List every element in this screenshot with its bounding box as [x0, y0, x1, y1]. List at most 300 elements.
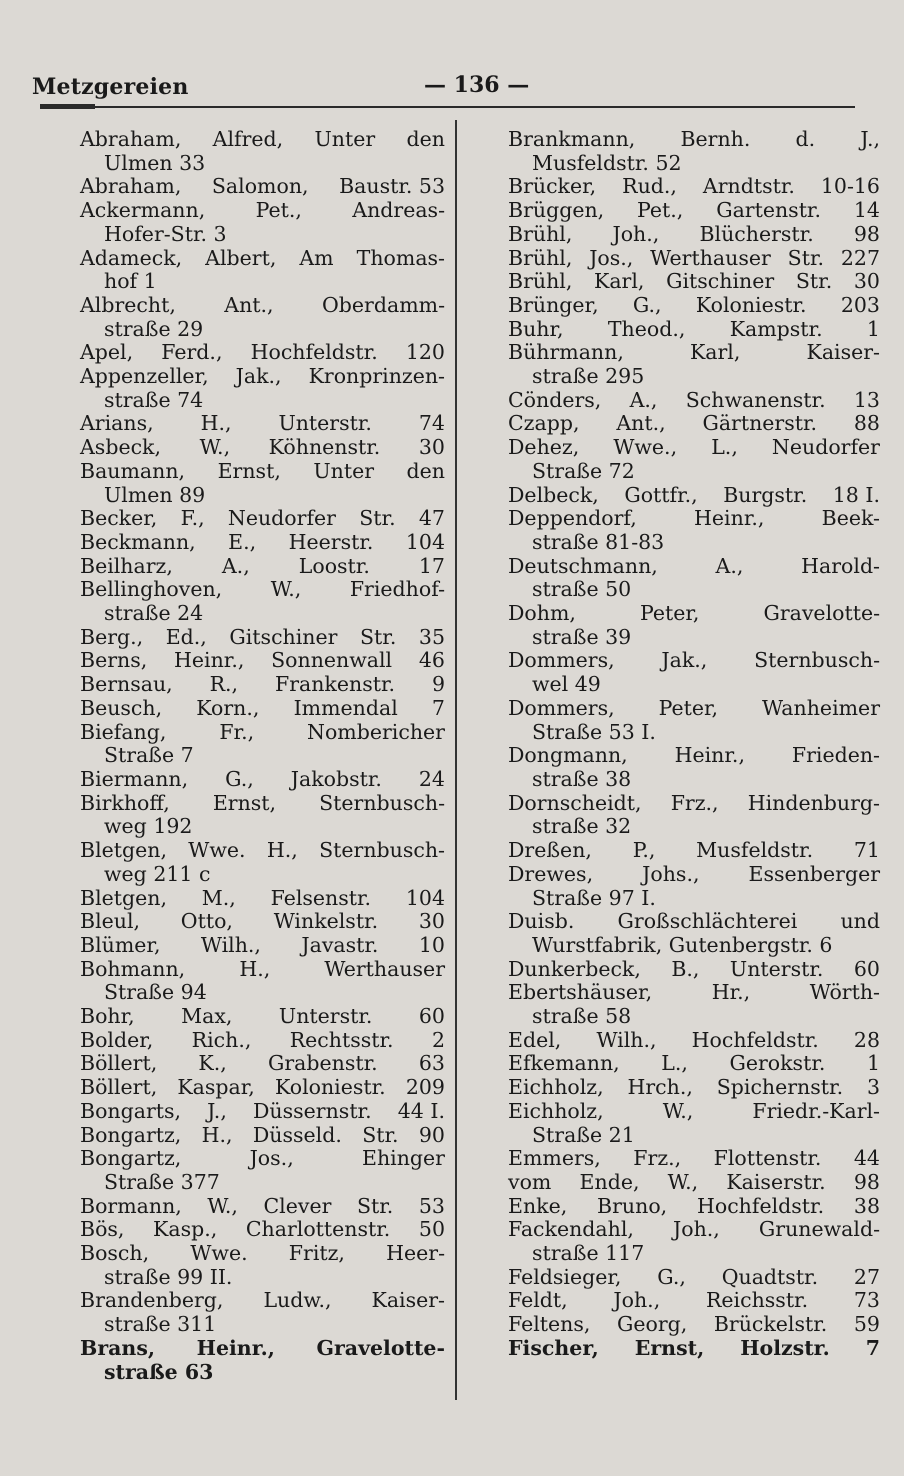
directory-entry — [508, 981, 880, 1028]
entry-line — [508, 1289, 880, 1313]
entry-word: Wilh., — [596, 1027, 657, 1052]
entry-word: Biefang, — [80, 719, 167, 744]
entry-line — [80, 1195, 445, 1219]
entry-word: 74 — [418, 411, 445, 436]
directory-entry — [508, 247, 880, 271]
entry-word: Georg, — [616, 1312, 688, 1337]
entry-word: Brüggen, — [508, 198, 605, 223]
entry-word: Heinr., — [674, 743, 745, 768]
entry-word: Kaiser- — [806, 340, 880, 365]
entry-word: 27 — [853, 1264, 880, 1289]
entry-continuation: straße 295 — [532, 364, 645, 389]
entry-word: Hrch., — [627, 1075, 693, 1100]
entry-word: Cönders, — [508, 387, 602, 412]
entry-word: Joh., — [613, 1288, 661, 1313]
directory-entry — [508, 863, 880, 910]
entry-word: Frieden- — [791, 743, 880, 768]
directory-entry — [80, 768, 445, 792]
entry-word: Nombericher — [307, 719, 445, 744]
entry-line — [508, 1100, 880, 1124]
entry-word: Spichernstr. — [716, 1075, 844, 1100]
entry-word: Dommers, — [508, 695, 615, 720]
entry-word: Neudorfer — [771, 435, 880, 460]
entry-word: Feldt, — [508, 1288, 568, 1313]
entry-word: Deutschmann, — [508, 553, 658, 578]
entry-word: Bongartz, — [80, 1122, 182, 1147]
entry-word: Jos., — [589, 245, 634, 270]
entry-word: 73 — [853, 1288, 880, 1313]
entry-word: Asbeck, — [80, 435, 161, 460]
entry-word: Beek- — [821, 506, 880, 531]
entry-word: Deppendorf, — [508, 506, 637, 531]
entry-word: Ende, — [579, 1169, 640, 1194]
entry-line — [80, 507, 445, 531]
entry-word: Hindenburg- — [747, 790, 880, 815]
entry-continuation: straße 311 — [104, 1312, 217, 1337]
entry-word: Bellinghoven, — [80, 577, 223, 602]
entry-word: Oberdamm- — [321, 292, 445, 317]
entry-word: Böllert, — [80, 1075, 158, 1100]
entry-word: den — [406, 458, 445, 483]
entry-word: Beilharz, — [80, 553, 173, 578]
entry-line — [80, 768, 445, 792]
entry-continuation: straße 32 — [532, 814, 632, 839]
entry-word: Pet., — [637, 198, 684, 223]
entry-word: Schwanenstr. — [685, 387, 826, 412]
entry-continuation: straße 99 II. — [104, 1264, 233, 1289]
entry-word: Feldsieger, — [508, 1264, 622, 1289]
entry-word: Bührmann, — [508, 340, 624, 365]
entry-line — [80, 1242, 445, 1266]
entry-word: Clever — [263, 1193, 332, 1218]
entry-word: Joh., — [673, 1217, 720, 1242]
entry-word: Felsenstr. — [270, 885, 372, 910]
entry-word: Jak., — [235, 364, 282, 389]
directory-entry — [80, 365, 445, 412]
directory-entry — [508, 389, 880, 413]
entry-word: Andreas- — [352, 198, 445, 223]
directory-entry — [80, 555, 445, 579]
entry-word: 50 — [418, 1217, 445, 1242]
entry-line — [80, 1005, 445, 1029]
entry-word: L., — [661, 1051, 688, 1076]
entry-continuation: straße 63 — [104, 1359, 214, 1384]
entry-word: Fr., — [219, 719, 255, 744]
entry-word: Wwe. — [188, 838, 246, 863]
entry-word: Am — [299, 245, 334, 270]
entry-word: Werthauser — [650, 245, 771, 270]
entry-word: Peter, — [639, 601, 700, 626]
entry-word: Salomon, — [211, 174, 309, 199]
entry-word: Duisb. — [508, 909, 575, 934]
entry-word: Brandenberg, — [80, 1288, 224, 1313]
directory-entry — [508, 1266, 880, 1290]
entry-line — [508, 1218, 880, 1242]
entry-line — [508, 436, 880, 460]
entry-continuation: wel 49 — [532, 672, 601, 697]
entry-line — [508, 910, 880, 934]
directory-entry — [508, 128, 880, 175]
entry-word: Reichsstr. — [705, 1288, 809, 1313]
entry-word: Brühl, — [508, 269, 573, 294]
entry-continuation: straße 58 — [532, 1004, 632, 1029]
entry-word: Beckmann, — [80, 529, 196, 554]
directory-entry — [80, 247, 445, 294]
directory-entry — [80, 910, 445, 934]
entry-word: Bongartz, — [80, 1146, 182, 1171]
entry-word: 38 — [853, 1193, 880, 1218]
entry-word: Emmers, — [508, 1146, 601, 1171]
entry-line — [80, 839, 445, 863]
entry-word: Theod., — [607, 316, 686, 341]
entry-word: Str. — [356, 1193, 394, 1218]
entry-word: 60 — [853, 956, 880, 981]
directory-entry — [80, 626, 445, 650]
entry-line — [80, 649, 445, 673]
entry-word: Arndtstr. — [702, 174, 795, 199]
entry-line — [80, 1076, 445, 1100]
entry-word: W., — [662, 1098, 694, 1123]
entry-word: Friedhof- — [349, 577, 445, 602]
entry-line — [508, 247, 880, 271]
entry-line — [80, 247, 445, 271]
directory-entry — [80, 1100, 445, 1124]
directory-entry — [80, 1242, 445, 1289]
directory-entry — [80, 412, 445, 436]
entry-word: Bernsau, — [80, 672, 173, 697]
entry-word: Javastr. — [301, 932, 379, 957]
directory-entry — [508, 436, 880, 483]
entry-word: H., — [201, 1122, 233, 1147]
entry-word: 44 I. — [397, 1098, 445, 1123]
entry-continuation: Wurstfabrik, Gutenbergstr. 6 — [532, 932, 833, 957]
entry-word: Bruno, — [597, 1193, 668, 1218]
entry-word: 59 — [853, 1312, 880, 1337]
entry-word: Brücker, — [508, 174, 597, 199]
header-rule — [40, 106, 855, 108]
entry-word: J., — [207, 1098, 227, 1123]
entry-word: A., — [629, 387, 658, 412]
entry-word: J., — [860, 127, 880, 151]
entry-line — [80, 1029, 445, 1053]
entry-word: Str. — [795, 269, 833, 294]
entry-continuation: Ulmen 89 — [104, 482, 206, 507]
entry-word: W., — [270, 577, 302, 602]
directory-entry — [80, 1076, 445, 1100]
entry-word: Bletgen, — [80, 838, 167, 863]
directory-entry — [80, 1029, 445, 1053]
entry-word: Dohm, — [508, 601, 576, 626]
entry-continuation: Hofer-Str. 3 — [104, 221, 227, 246]
entry-line — [508, 1337, 880, 1361]
entry-word: Gerokstr. — [729, 1051, 826, 1076]
column-divider — [455, 120, 457, 1400]
directory-entry — [508, 294, 880, 318]
entry-word: Dehez, — [508, 435, 580, 460]
entry-line — [508, 199, 880, 223]
entry-word: Pet., — [255, 198, 302, 223]
entry-line — [508, 792, 880, 816]
entry-line — [508, 744, 880, 768]
directory-entry — [508, 412, 880, 436]
entry-word: Gitschiner — [229, 624, 338, 649]
entry-word: Sternbusch- — [319, 838, 445, 863]
entry-word: Ludw., — [263, 1288, 332, 1313]
directory-entry — [508, 1289, 880, 1313]
entry-word: R., — [209, 672, 239, 697]
entry-word: W., — [207, 1193, 238, 1218]
entry-word: Sternbusch- — [319, 790, 445, 815]
entry-continuation: hof 1 — [104, 269, 157, 294]
directory-entry — [508, 1052, 880, 1076]
entry-word: 9 — [431, 672, 445, 697]
entry-word: Blücherstr. — [699, 221, 814, 246]
entry-continuation: Straße 7 — [104, 743, 194, 768]
entry-word: F., — [180, 506, 205, 531]
entry-word: Otto, — [180, 909, 233, 934]
entry-word: Flottenstr. — [713, 1146, 822, 1171]
entry-word: Gravelotte- — [316, 1335, 445, 1360]
entry-word: Becker, — [80, 506, 158, 531]
entry-word: 13 — [853, 387, 880, 412]
entry-word: Arians, — [80, 411, 154, 436]
entry-word: Ferd., — [161, 340, 223, 365]
directory-entry — [508, 1076, 880, 1100]
entry-line — [508, 958, 880, 982]
entry-word: 17 — [418, 553, 445, 578]
entry-word: K., — [198, 1051, 227, 1076]
entry-word: 104 — [405, 529, 445, 554]
entry-word: Delbeck, — [508, 482, 599, 507]
directory-entry — [80, 341, 445, 365]
entry-word: Albert, — [205, 245, 277, 270]
entry-word: Kaiserstr. — [726, 1169, 826, 1194]
directory-entry — [508, 649, 880, 696]
entry-word: Johs., — [642, 861, 700, 886]
entry-word: Dreßen, — [508, 838, 592, 863]
entry-line — [80, 294, 445, 318]
entry-word: Essenberger — [748, 861, 880, 886]
entry-word: Harold- — [801, 553, 880, 578]
entry-word: Burgstr. — [723, 482, 808, 507]
entry-word: 24 — [418, 766, 445, 791]
entry-word: Joh., — [612, 221, 660, 246]
entry-word: Ernst, — [634, 1335, 705, 1360]
entry-line — [80, 175, 445, 199]
entry-word: Ernst, — [212, 790, 277, 815]
entry-continuation: straße 24 — [104, 601, 204, 626]
entry-word: Gravelotte- — [763, 601, 880, 626]
directory-entry — [508, 507, 880, 554]
entry-word: L., — [711, 435, 738, 460]
directory-entry — [80, 792, 445, 839]
entry-word: Berg., — [80, 624, 144, 649]
directory-entry — [80, 507, 445, 531]
entry-word: Enke, — [508, 1193, 568, 1218]
entry-line — [508, 484, 880, 508]
entry-line — [80, 673, 445, 697]
entry-line — [80, 1289, 445, 1313]
entry-word: W., — [667, 1169, 699, 1194]
entry-word: Wilh., — [200, 932, 261, 957]
entry-line — [508, 294, 880, 318]
entry-word: Drewes, — [508, 861, 594, 886]
entry-continuation: straße 38 — [532, 766, 632, 791]
entry-word: Karl, — [689, 340, 741, 365]
entry-word: E., — [228, 529, 257, 554]
entry-word: Kronprinzen- — [308, 364, 445, 389]
entry-line — [508, 270, 880, 294]
entry-word: W., — [199, 435, 231, 460]
entry-continuation: straße 81-83 — [532, 529, 665, 554]
directory-entry — [508, 792, 880, 839]
entry-word: Charlottenstr. — [245, 1217, 391, 1242]
directory-entry — [508, 958, 880, 982]
entry-line — [508, 1171, 880, 1195]
entry-line — [80, 1052, 445, 1076]
directory-entry — [508, 910, 880, 957]
entry-word: Unter — [313, 458, 375, 483]
entry-word: H., — [200, 411, 232, 436]
entry-word: Heinr., — [174, 648, 245, 673]
entry-word: Unter — [314, 127, 376, 151]
entry-word: Hochfeldstr. — [691, 1027, 819, 1052]
entry-line — [80, 1100, 445, 1124]
directory-entry — [508, 1218, 880, 1265]
entry-continuation: Straße 94 — [104, 980, 207, 1005]
entry-line — [80, 531, 445, 555]
directory-entry — [80, 697, 445, 721]
entry-word: Berns, — [80, 648, 148, 673]
entry-word: H., — [239, 956, 271, 981]
entry-continuation: weg 192 — [104, 814, 193, 839]
directory-entry — [508, 1100, 880, 1147]
entry-word: Biermann, — [80, 766, 189, 791]
entry-word: H., — [266, 838, 298, 863]
entry-word: Dommers, — [508, 648, 615, 673]
entry-word: 35 — [418, 624, 445, 649]
entry-word: den — [406, 127, 445, 151]
entry-line — [80, 578, 445, 602]
entry-word: Efkemann, — [508, 1051, 620, 1076]
entry-word: Sternbusch- — [754, 648, 880, 673]
entry-line — [508, 1195, 880, 1219]
entry-word: 30 — [853, 269, 880, 294]
entry-line — [508, 389, 880, 413]
entry-word: Adameck, — [80, 245, 183, 270]
entry-line — [80, 1124, 445, 1148]
entry-word: 14 — [853, 198, 880, 223]
entry-word: Heerstr. — [288, 529, 374, 554]
entry-word: Str. — [359, 506, 396, 531]
entry-word: 30 — [418, 435, 445, 460]
entry-word: 3 — [866, 1075, 880, 1100]
entry-word: Heinr., — [196, 1335, 275, 1360]
entry-word: Brühl, — [508, 221, 573, 246]
entry-word: Heinr., — [694, 506, 765, 531]
entry-word: Rud., — [622, 174, 677, 199]
entry-word: Brückelstr. — [713, 1312, 828, 1337]
entry-word: 53 — [418, 1193, 445, 1218]
entry-word: Jos., — [249, 1146, 294, 1171]
entry-word: Brankmann, — [508, 127, 636, 151]
entry-word: 98 — [853, 221, 880, 246]
entry-word: Böllert, — [80, 1051, 158, 1076]
entry-line — [80, 887, 445, 911]
entry-word: vom — [508, 1169, 552, 1194]
entry-word: 88 — [853, 411, 880, 436]
entry-word: Grabenstr. — [267, 1051, 378, 1076]
entry-word: 71 — [853, 838, 880, 863]
entry-line — [508, 507, 880, 531]
directory-entry — [508, 839, 880, 863]
entry-word: 28 — [853, 1027, 880, 1052]
entry-word: Holzstr. — [740, 1335, 830, 1360]
entry-line — [508, 175, 880, 199]
entry-word: G., — [225, 766, 254, 791]
entry-word: Rechtsstr. — [289, 1027, 394, 1052]
entry-line — [80, 412, 445, 436]
entry-word: Beusch, — [80, 695, 163, 720]
entry-word: 120 — [405, 340, 445, 365]
entry-word: Wörth- — [809, 980, 880, 1005]
entry-word: Wwe. — [190, 1241, 248, 1266]
directory-entry — [80, 199, 445, 246]
entry-word: Köhnenstr. — [268, 435, 381, 460]
entry-word: Fischer, — [508, 1335, 599, 1360]
entry-word: Ackermann, — [80, 198, 206, 223]
entry-word: Ernst, — [217, 458, 281, 483]
directory-entry — [508, 697, 880, 744]
entry-continuation: Musfeldstr. 52 — [532, 150, 682, 175]
entry-word: Baumann, — [80, 458, 186, 483]
directory-entry — [508, 1313, 880, 1337]
entry-line — [508, 1052, 880, 1076]
entry-line — [80, 792, 445, 816]
entry-word: G., — [657, 1264, 686, 1289]
entry-word: Sonnenwall — [271, 648, 393, 673]
entry-word: Blümer, — [80, 932, 161, 957]
directory-entry — [508, 199, 880, 223]
entry-word: Jakobstr. — [290, 766, 382, 791]
directory-entry — [80, 1005, 445, 1029]
entry-word: Bernh. — [680, 127, 751, 151]
entry-word: Jak., — [661, 648, 708, 673]
entry-word: 18 I. — [832, 482, 880, 507]
entry-line — [80, 436, 445, 460]
entry-line — [508, 318, 880, 342]
entry-word: A., — [221, 553, 250, 578]
directory-entry — [80, 175, 445, 199]
entry-word: Koloniestr. — [274, 1075, 386, 1100]
entry-word: Brans, — [80, 1335, 155, 1360]
entry-line — [80, 199, 445, 223]
entry-continuation: Straße 72 — [532, 458, 635, 483]
entry-word: Appenzeller, — [80, 364, 209, 389]
entry-word: Heer- — [386, 1241, 445, 1266]
entry-word: Düsseld. — [252, 1122, 342, 1147]
entry-word: Rich., — [191, 1027, 252, 1052]
entry-word: 46 — [418, 648, 445, 673]
directory-entry — [80, 1124, 445, 1148]
entry-line — [80, 341, 445, 365]
entry-line — [80, 365, 445, 389]
entry-line — [508, 863, 880, 887]
entry-word: Gitschiner — [666, 269, 775, 294]
entry-word: Czapp, — [508, 411, 580, 436]
entry-line — [80, 934, 445, 958]
directory-entry — [80, 1052, 445, 1076]
